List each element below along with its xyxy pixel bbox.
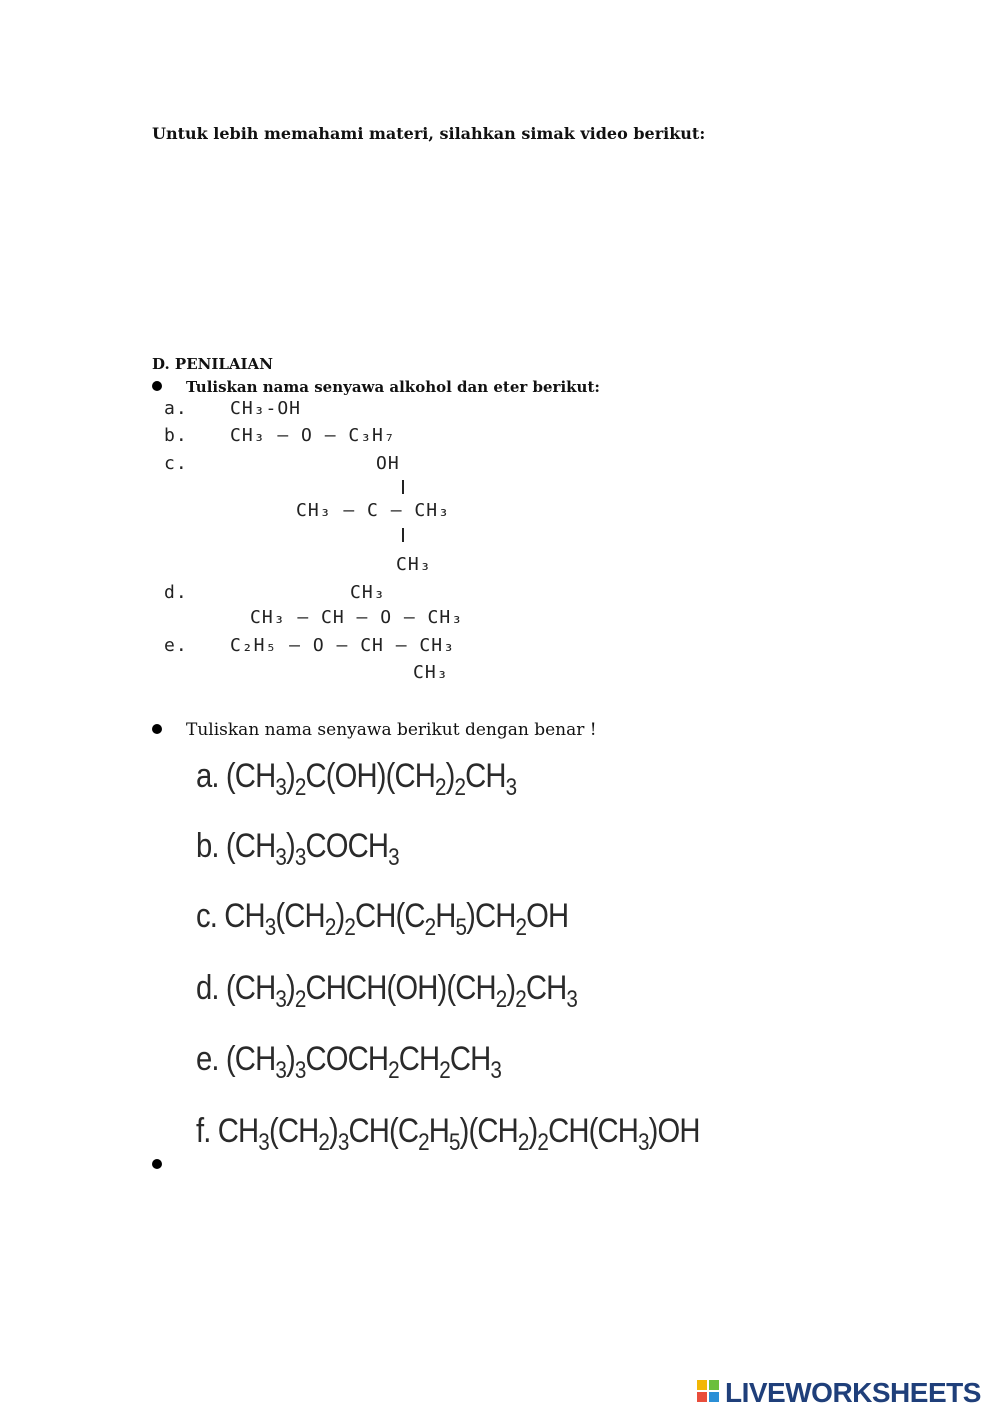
item-a-label: a. (164, 398, 188, 419)
formula-b-image: b. $(CH_3)_3COCH_3$ (196, 827, 399, 871)
bullet-3 (152, 1159, 162, 1169)
item-d-label: d. (164, 582, 188, 603)
item-c-label: c. (164, 453, 188, 474)
item-e-bottom: CH₃ (413, 662, 449, 683)
logo-text: LIVEWORKSHEETS (725, 1377, 981, 1408)
formula-e-image: e. $(CH_3)_3COCH_2CH_2CH_3$ (196, 1040, 502, 1084)
bullet-1 (152, 381, 162, 391)
bullet-2 (152, 724, 162, 734)
question-2-text: Tuliskan nama senyawa berikut dengan benar ! (186, 720, 597, 740)
formula-c-image: c. $CH_3(CH_2)_2CH(C_2H_5)CH_2OH$ (196, 897, 569, 941)
formula-a-image: a. $(CH_3)_2C(OH)(CH_2)_2CH_3$ (196, 757, 517, 801)
item-c-top: OH (376, 453, 400, 474)
formula-f-image: f. $CH_3(CH_2)_3CH(C_2H_5)(CH_2)_2CH(CH_3)OH$ (196, 1112, 700, 1156)
item-c-bond-down (402, 528, 404, 542)
item-e-main: C₂H₅ — O — CH — CH₃ (230, 635, 455, 656)
liveworksheets-mark-icon (697, 1380, 721, 1406)
item-a-formula: CH₃-OH (230, 398, 302, 419)
item-c-bottom: CH₃ (396, 554, 432, 575)
item-c-bond-up (402, 480, 404, 494)
formula-d-image: d. $(CH_3)_2CHCH(OH)(CH_2)_2CH_3$ (196, 969, 578, 1013)
question-1-text: Tuliskan nama senyawa alkohol dan eter berikut: (186, 378, 600, 396)
item-b-formula: CH₃ — O — C₃H₇ (230, 425, 396, 446)
item-b-label: b. (164, 425, 188, 446)
intro-text: Untuk lebih memahami materi, silahkan simak video berikut: (152, 124, 706, 143)
section-title: D. PENILAIAN (152, 355, 273, 373)
item-d-top: CH₃ (350, 582, 386, 603)
liveworksheets-logo (697, 1378, 981, 1408)
item-e-label: e. (164, 635, 188, 656)
item-c-main: CH₃ — C — CH₃ (296, 500, 450, 521)
item-d-main: CH₃ — CH — O — CH₃ (250, 607, 464, 628)
